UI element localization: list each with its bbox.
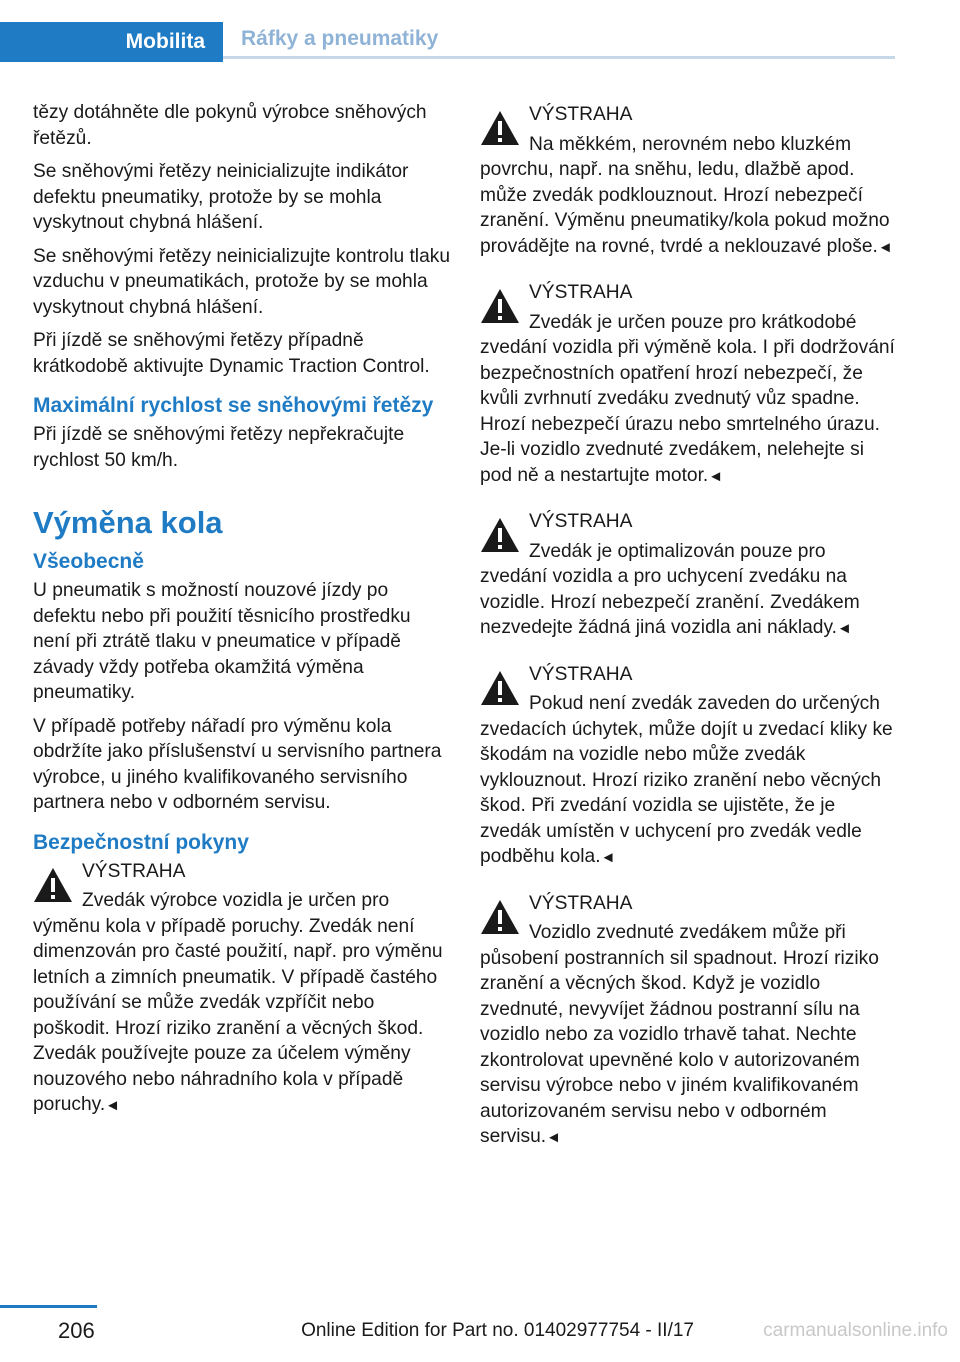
end-mark: ◄ bbox=[836, 620, 852, 637]
warning-text: Vozidlo zvednuté zvedákem může při působení postranních sil spadnout. Hrozí riziko zranění a věcných škod. Když je vozidlo zvednuté, nevyvíjet žádnou postranní sílu na vozidlo nebo za vozidlo trhavě tahat. Nechte zkontrolovat upevněné kolo v autorizovaném servisu výrobce nebo v jiném kvalifikovaném autorizovaném servisu nebo v odborném servisu.◄ bbox=[480, 922, 879, 1147]
warning-triangle-icon bbox=[480, 517, 520, 553]
warning-block bbox=[480, 891, 898, 1151]
warning-title: VÝSTRAHA bbox=[529, 511, 633, 532]
paragraph: U pneumatik s možností nouzové jízdy po defektu nebo při použití těsnicího prostředku není při ztrátě tlaku v pneumatice v případě závady vždy potřeba okamžitá výměna pneumatiky. bbox=[33, 580, 411, 703]
warning-block bbox=[480, 509, 898, 642]
heading-safety: Bezpečnostní pokyny bbox=[33, 830, 249, 854]
warning-text: Zvedák výrobce vozidla je určen pro výměnu kola v případě poruchy. Zvedák není dimenzován pro časté použití, např. pro výměnu letních a zimních pneumatik. V případě častého používání se může zvedák vzpříčit nebo poškodit. Hrozí riziko zranění a věcných škod. Zvedák používejte pouze za účelem výměny nouzového nebo náhradního kola v případě poruchy.◄ bbox=[33, 890, 443, 1115]
edition-note: Online Edition for Part no. 01402977754 - II/17 bbox=[301, 1320, 694, 1341]
warning-text: Zvedák je určen pouze pro krátkodobé zvedání vozidla při výměně kola. I při dodržování bezpečnostních opatření hrozí nebezpečí, že kvůli zvrhnutí zvedáku zvednutý vůz spadne. Hrozí nebezpečí úrazu nebo smrtelného úrazu. Je-li vozidlo zvednuté zvedákem, nelehejte si pod ně a nestartujte motor.◄ bbox=[480, 311, 895, 486]
end-mark: ◄ bbox=[105, 1097, 121, 1114]
warning-title: VÝSTRAHA bbox=[529, 892, 633, 914]
warning-triangle-icon bbox=[480, 110, 520, 146]
chapter-tab: Ráfky a pneumatiky bbox=[223, 22, 895, 59]
paragraph: Při jízdě se sněhovými řetězy nepřekračujte rychlost 50 km/h. bbox=[33, 424, 405, 471]
left-column bbox=[33, 100, 451, 1129]
page-number: 206 bbox=[58, 1318, 95, 1343]
heading-wheel-change: Výměna kola bbox=[33, 505, 223, 540]
end-mark: ◄ bbox=[600, 849, 616, 866]
end-mark: ◄ bbox=[708, 467, 724, 485]
warning-block bbox=[480, 662, 898, 871]
warning-title: VÝSTRAHA bbox=[529, 282, 633, 303]
warning-text: Na měkkém, nerovném nebo kluzkém povrchu, např. na sněhu, ledu, dlažbě apod. může zvedák podklouznout. Hrozí nebezpečí zranění. Výměnu pneumatiky/kola pokud možno provádějte na rovné, tvrdé a neklouzavé ploše.◄ bbox=[480, 133, 893, 257]
end-mark: ◄ bbox=[546, 1129, 561, 1146]
warning-triangle-icon bbox=[480, 899, 520, 935]
paragraph: Se sněhovými řetězy neinicializujte indikátor defektu pneumatiky, protože by se mohla vyskytnout chybná hlášení. bbox=[33, 161, 409, 233]
warning-text: Pokud není zvedák zaveden do určených zvedacích úchytek, může dojít u zvedací kliky ke škodám na vozidle nebo může zvedák vyklouznout. Hrozí riziko zranění nebo věcných škod. Při zvedání vozidla se ujistěte, že je zvedák umístěn v uchycení pro zvedák vedle podběhu kola.◄ bbox=[480, 693, 893, 867]
paragraph: tězy dotáhněte dle pokynů výrobce sněhových řetězů. bbox=[33, 102, 427, 149]
right-column bbox=[480, 100, 898, 1161]
page-header bbox=[0, 22, 895, 62]
warning-title: VÝSTRAHA bbox=[529, 663, 633, 685]
warning-triangle-icon bbox=[480, 288, 520, 324]
warning-block bbox=[33, 859, 451, 1119]
warning-block bbox=[480, 102, 898, 260]
warning-title: VÝSTRAHA bbox=[82, 860, 186, 882]
warning-triangle-icon bbox=[33, 867, 73, 903]
warning-block bbox=[480, 280, 898, 489]
paragraph: Při jízdě se sněhovými řetězy případně krátkodobě aktivujte Dynamic Traction Control. bbox=[33, 330, 430, 377]
heading-general: Všeobecně bbox=[33, 550, 144, 573]
section-tab-mobilita: Mobilita bbox=[0, 22, 223, 62]
footer-rule bbox=[0, 1305, 97, 1308]
warning-title: VÝSTRAHA bbox=[529, 104, 633, 125]
paragraph: V případě potřeby nářadí pro výměnu kola obdržíte jako příslušenství u servisního partnera výrobce, u jiného kvalifikovaného servisního partnera nebo v odborném servisu. bbox=[33, 715, 442, 813]
paragraph: Se sněhovými řetězy neinicializujte kontrolu tlaku vzduchu v pneumatikách, protože by se mohla vyskytnout chybná hlášení. bbox=[33, 245, 451, 318]
warning-triangle-icon bbox=[480, 670, 520, 706]
warning-text: Zvedák je optimalizován pouze pro zvedání vozidla a pro uchycení zvedáku na vozidle. Hrozí nebezpečí zranění. Zvedákem nezvedejte žádná jiná vozidla ani náklady.◄ bbox=[480, 540, 860, 638]
watermark: carmanualsonline.info bbox=[763, 1320, 948, 1341]
heading-max-speed: Maximální rychlost se sněhovými řetězy bbox=[33, 394, 434, 417]
end-mark: ◄ bbox=[877, 238, 893, 256]
